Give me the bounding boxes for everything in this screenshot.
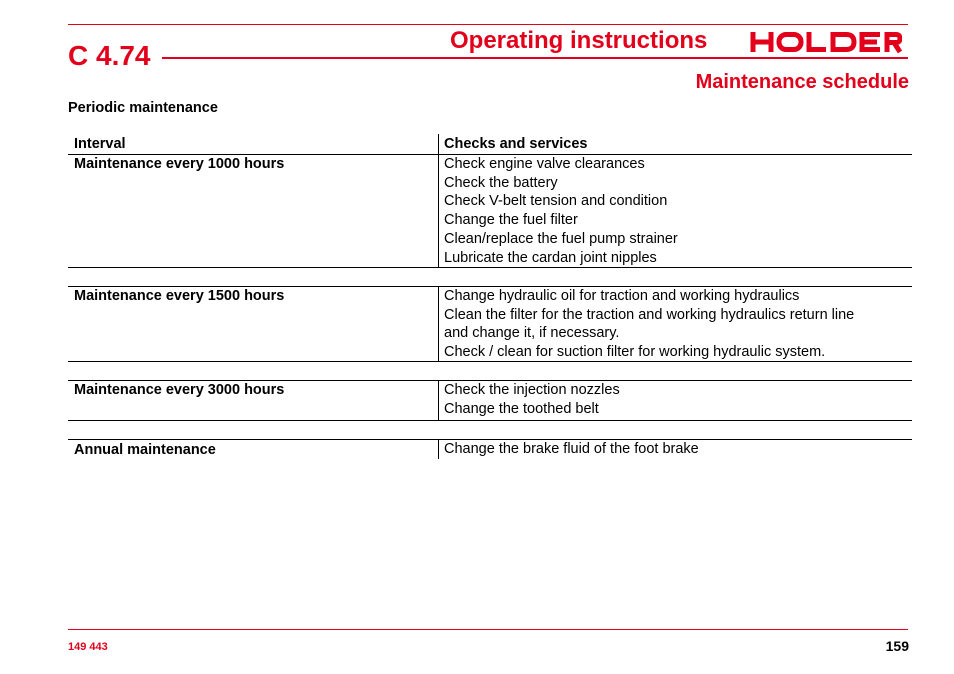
check-item: Change hydraulic oil for traction and working hydraulics xyxy=(444,288,800,304)
subheading: Periodic maintenance xyxy=(68,100,218,116)
column-divider xyxy=(438,134,439,155)
interval-cell: Maintenance every 1500 hours xyxy=(74,288,285,304)
check-item: Clean/replace the fuel pump strainer xyxy=(444,230,678,247)
column-divider xyxy=(438,155,439,267)
column-divider xyxy=(438,381,439,420)
checks-cell xyxy=(444,155,912,267)
checks-cell xyxy=(444,381,912,418)
check-item: Check / clean for suction filter for working hydraulic system. xyxy=(444,344,826,361)
document-title: Operating instructions xyxy=(450,27,708,54)
row-rule xyxy=(68,420,912,421)
column-divider xyxy=(438,287,439,361)
checks-cell xyxy=(444,287,912,362)
holder-logo xyxy=(750,30,902,59)
checks-cell xyxy=(444,440,912,459)
check-item: Change the toothed belt xyxy=(444,400,599,417)
model-title: C 4.74 xyxy=(68,40,151,71)
check-item: Check the battery xyxy=(444,174,558,191)
row-rule xyxy=(68,361,912,362)
column-divider xyxy=(438,440,439,459)
interval-cell: Maintenance every 3000 hours xyxy=(74,382,285,398)
row-rule xyxy=(68,267,912,268)
check-item: and change it, if necessary. xyxy=(444,325,620,342)
page-number: 159 xyxy=(885,638,909,654)
check-item: Change the brake fluid of the foot brake xyxy=(444,441,699,457)
footer-rule xyxy=(68,629,908,630)
check-item: Change the fuel filter xyxy=(444,212,578,229)
check-item: Lubricate the cardan joint nipples xyxy=(444,249,657,266)
document-code: 149 443 xyxy=(68,641,108,653)
column-header-checks: Checks and services xyxy=(444,136,588,152)
check-item: Check engine valve clearances xyxy=(444,156,645,172)
interval-cell: Annual maintenance xyxy=(74,442,216,458)
check-item: Clean the filter for the traction and working hydraulics return line xyxy=(444,306,855,323)
column-header-interval: Interval xyxy=(74,136,126,152)
check-item: Check V-belt tension and condition xyxy=(444,193,668,210)
header-top-rule xyxy=(68,24,908,25)
interval-cell: Maintenance every 1000 hours xyxy=(74,156,285,172)
section-title: Maintenance schedule xyxy=(695,71,909,93)
check-item: Check the injection nozzles xyxy=(444,382,620,398)
